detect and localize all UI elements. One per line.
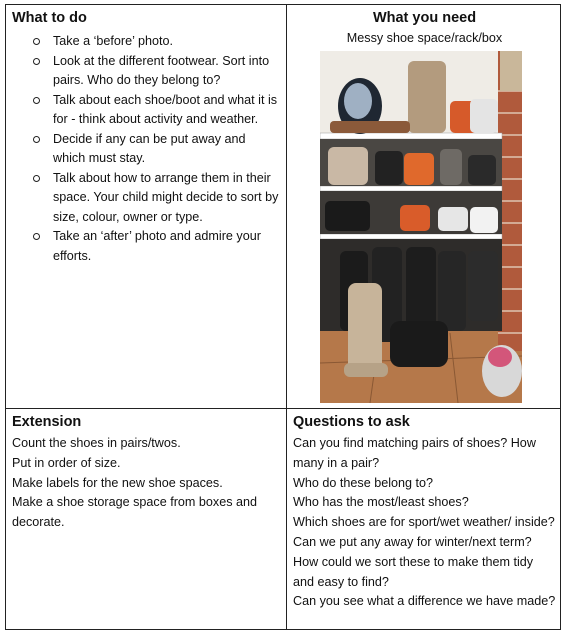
messy-shoe-rack-photo: [320, 51, 522, 403]
list-item: How could we sort these to make them tidy and easy to find?: [293, 554, 534, 589]
needed-items-text: Messy shoe space/rack/box: [346, 31, 503, 45]
what-to-do-heading: What to do: [12, 10, 87, 26]
questions-cell: [287, 409, 562, 631]
list-item: Can you see what a difference we have made?: [293, 594, 556, 609]
questions-heading: Questions to ask: [293, 414, 410, 430]
list-item: Which shoes are for sport/wet weather/ inside?: [293, 515, 555, 530]
list-item: Make labels for the new shoe spaces.: [12, 475, 223, 490]
list-item: Look at the different footwear. Sort into pairs. Who do they belong to?: [30, 52, 280, 91]
extension-list: [12, 434, 280, 533]
list-item: Can you find matching pairs of shoes? How many in a pair?: [293, 436, 536, 470]
questions-list: [293, 434, 556, 612]
what-to-do-list: [12, 32, 280, 266]
list-item: Take a ‘before’ photo.: [30, 32, 280, 52]
list-item: Who do these belong to?: [293, 475, 434, 490]
list-item: Count the shoes in pairs/twos.: [12, 436, 181, 450]
extension-heading: Extension: [12, 414, 82, 430]
list-item: Take an ‘after’ photo and admire your efforts.: [30, 227, 280, 266]
list-item: Can we put any away for winter/next term?: [293, 534, 532, 549]
list-item: Talk about each shoe/boot and what it is for - think about activity and weather.: [30, 91, 280, 130]
extension-cell: [6, 409, 286, 631]
what-to-do-cell: [6, 5, 286, 408]
what-you-need-heading: What you need: [372, 10, 477, 26]
list-item: Put in order of size.: [12, 455, 121, 470]
list-item: Decide if any can be put away and which must stay.: [30, 130, 280, 169]
list-item: Make a shoe storage space from boxes and decorate.: [12, 495, 258, 530]
what-you-need-cell: [287, 5, 562, 408]
list-item: Who has the most/least shoes?: [293, 495, 469, 510]
list-item: Talk about how to arrange them in their space. Your child might decide to sort by size, colour, owner or type.: [30, 169, 280, 228]
activity-table: [5, 4, 561, 630]
